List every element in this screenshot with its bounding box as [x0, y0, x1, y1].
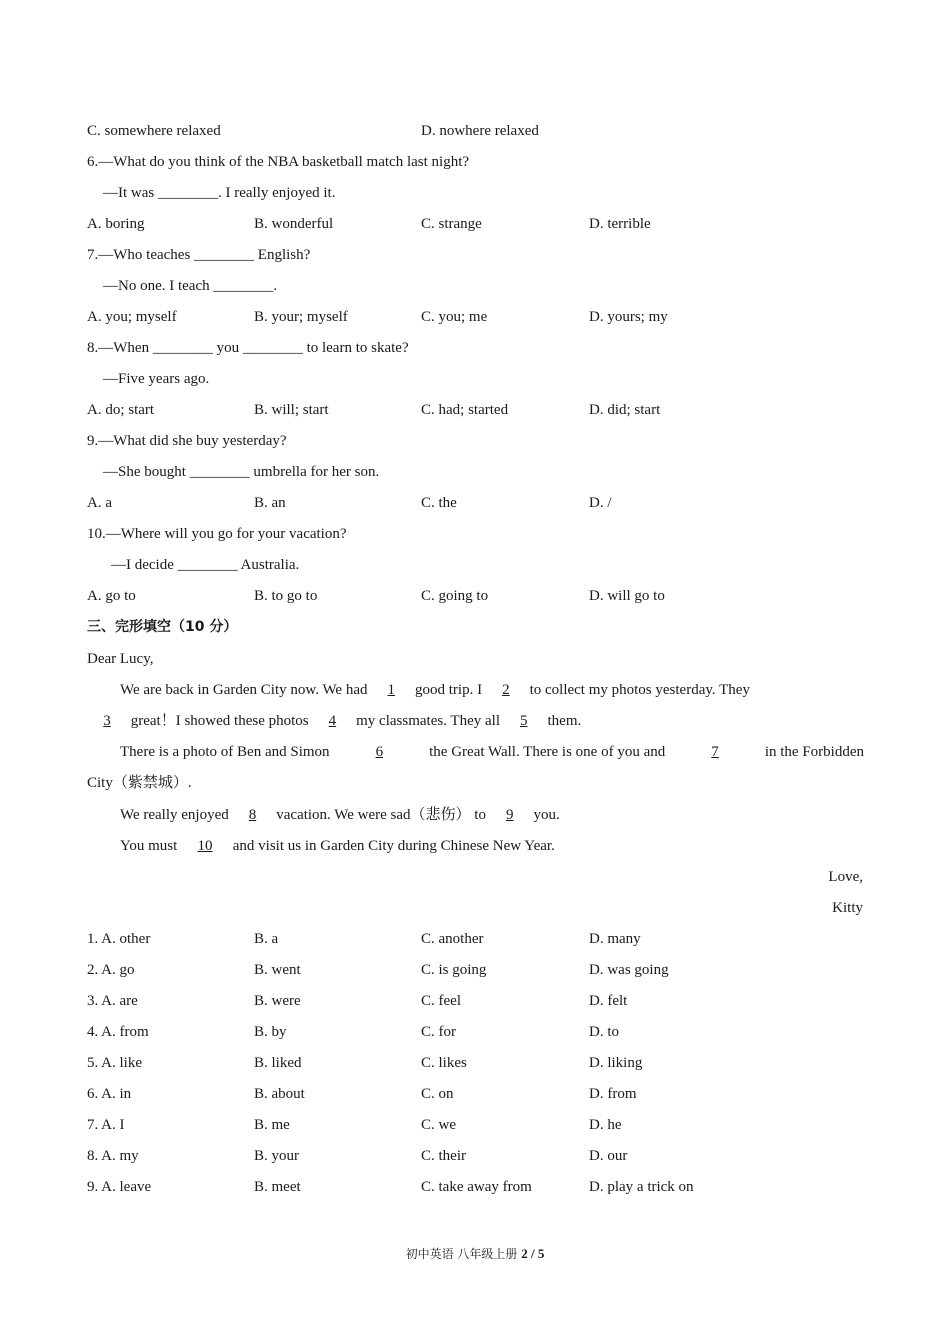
cloze-option-2-d: D. was going	[589, 962, 669, 978]
p2-text-a: great！I showed these photos	[130, 713, 309, 729]
cloze-option-5-a: 5. A. like	[87, 1055, 142, 1071]
cloze-blank-6: 6	[375, 744, 384, 760]
p3-text-d: City（紫禁城）.	[87, 775, 192, 791]
cloze-option-3-a: 3. A. are	[87, 993, 138, 1009]
cloze-blank-5: 5	[520, 713, 528, 729]
cloze-blank-1: 1	[387, 682, 395, 698]
q6-option-d: D. terrible	[589, 216, 651, 232]
cloze-option-5-c: C. likes	[421, 1055, 467, 1071]
cloze-option-5-b: B. liked	[254, 1055, 302, 1071]
cloze-option-1-c: C. another	[421, 931, 484, 947]
cloze-option-6-c: C. on	[421, 1086, 454, 1102]
q8-answer-line: —Five years ago.	[103, 371, 210, 387]
q6-option-c: C. strange	[421, 216, 482, 232]
cloze-option-7-d: D. he	[589, 1117, 622, 1133]
cloze-option-3-d: D. felt	[589, 993, 628, 1009]
cloze-option-2-b: B. went	[254, 962, 301, 978]
cloze-option-9-d: D. play a trick on	[589, 1179, 694, 1195]
cloze-option-4-d: D. to	[589, 1024, 619, 1040]
cloze-option-1-b: B. a	[254, 931, 279, 947]
cloze-option-2-c: C. is going	[421, 962, 487, 978]
p1-text-c: to collect my photos yesterday. They	[529, 682, 750, 698]
letter-paragraph-4	[120, 835, 555, 857]
q8-option-c: C. had; started	[421, 402, 509, 418]
cloze-option-3-b: B. were	[254, 993, 301, 1009]
cloze-option-9-b: B. meet	[254, 1179, 301, 1195]
cloze-option-8-a: 8. A. my	[87, 1148, 139, 1164]
cloze-option-1-a: 1. A. other	[87, 931, 151, 947]
cloze-option-5-d: D. liking	[589, 1055, 643, 1071]
cloze-option-8-b: B. your	[254, 1148, 299, 1164]
letter-closing: Love,	[828, 869, 863, 885]
cloze-option-4-a: 4. A. from	[87, 1024, 149, 1040]
p2-text-b: my classmates. They all	[356, 713, 500, 729]
q8-prompt: 8.—When ________ you ________ to learn to skate?	[87, 340, 409, 356]
letter-paragraph-1-cont	[87, 710, 581, 732]
q9-option-b: B. an	[254, 495, 286, 511]
cloze-option-4-c: C. for	[421, 1024, 456, 1040]
q6-prompt: 6.—What do you think of the NBA basketball match last night?	[87, 154, 470, 170]
q10-prompt: 10.—Where will you go for your vacation?	[87, 526, 347, 542]
cloze-blank-10: 10	[197, 838, 213, 854]
cloze-option-2-a: 2. A. go	[87, 962, 135, 978]
p4-text-b: vacation. We were sad（悲伤） to	[276, 807, 486, 823]
cloze-option-4-b: B. by	[254, 1024, 287, 1040]
p2-text-c: them.	[547, 713, 582, 729]
q8-option-d: D. did; start	[589, 402, 661, 418]
q10-answer-line: —I decide ________ Australia.	[111, 557, 300, 573]
q7-option-b: B. your; myself	[254, 309, 348, 325]
p3-text-c: in the Forbidden	[764, 744, 864, 760]
cloze-option-7-b: B. me	[254, 1117, 290, 1133]
cloze-option-1-d: D. many	[589, 931, 641, 947]
cloze-option-6-d: D. from	[589, 1086, 637, 1102]
q7-option-d: D. yours; my	[589, 309, 668, 325]
q5-option-d: D. nowhere relaxed	[421, 123, 539, 139]
cloze-option-6-a: 6. A. in	[87, 1086, 132, 1102]
q8-option-b: B. will; start	[254, 402, 329, 418]
cloze-blank-4: 4	[328, 713, 337, 729]
q9-answer-line: —She bought ________ umbrella for her son.	[103, 464, 380, 480]
p1-text-a: We are back in Garden City now. We had	[120, 682, 368, 698]
letter-signature: Kitty	[832, 900, 863, 916]
cloze-option-7-a: 7. A. I	[87, 1117, 125, 1133]
q10-option-b: B. to go to	[254, 588, 318, 604]
cloze-option-9-c: C. take away from	[421, 1179, 532, 1195]
letter-paragraph-2	[120, 741, 864, 763]
section-heading: 三、完形填空（10 分）	[87, 619, 238, 635]
cloze-option-7-c: C. we	[421, 1117, 456, 1133]
q9-option-a: A. a	[87, 495, 112, 511]
p4-text-a: We really enjoyed	[120, 807, 229, 823]
footer-label: 初中英语 八年级上册	[405, 1247, 518, 1261]
cloze-blank-9: 9	[505, 807, 514, 823]
cloze-blank-8: 8	[248, 807, 257, 823]
q9-option-d: D. /	[589, 495, 612, 511]
q10-option-a: A. go to	[87, 588, 136, 604]
cloze-blank-2: 2	[502, 682, 510, 698]
page-footer	[0, 1245, 950, 1262]
q7-answer-line: —No one. I teach ________.	[103, 278, 278, 294]
cloze-option-3-c: C. feel	[421, 993, 461, 1009]
q8-option-a: A. do; start	[87, 402, 155, 418]
p4-text-c: you.	[533, 807, 560, 823]
letter-paragraph-3	[120, 804, 560, 826]
cloze-option-9-a: 9. A. leave	[87, 1179, 152, 1195]
q9-option-c: C. the	[421, 495, 457, 511]
letter-paragraph-1	[120, 679, 750, 701]
cloze-blank-7: 7	[711, 744, 719, 760]
q6-option-b: B. wonderful	[254, 216, 334, 232]
q6-option-a: A. boring	[87, 216, 145, 232]
cloze-option-8-c: C. their	[421, 1148, 466, 1164]
q5-option-c: C. somewhere relaxed	[87, 123, 221, 139]
p5-text-a: You must	[120, 838, 178, 854]
page-number: 2 / 5	[521, 1246, 545, 1261]
p3-text-b: the Great Wall. There is one of you and	[429, 744, 666, 760]
cloze-option-6-b: B. about	[254, 1086, 305, 1102]
q7-prompt: 7.—Who teaches ________ English?	[87, 247, 311, 263]
q9-prompt: 9.—What did she buy yesterday?	[87, 433, 287, 449]
cloze-blank-3: 3	[103, 713, 111, 729]
p3-text-a: There is a photo of Ben and Simon	[120, 744, 330, 760]
p5-text-b: and visit us in Garden City during Chinese New Year.	[232, 838, 555, 854]
q6-answer-line: —It was ________. I really enjoyed it.	[103, 185, 336, 201]
p1-text-b: good trip. I	[415, 682, 483, 698]
letter-greeting: Dear Lucy,	[87, 651, 154, 667]
cloze-option-8-d: D. our	[589, 1148, 628, 1164]
q7-option-c: C. you; me	[421, 309, 488, 325]
q10-option-c: C. going to	[421, 588, 489, 604]
q7-option-a: A. you; myself	[87, 309, 177, 325]
q10-option-d: D. will go to	[589, 588, 665, 604]
